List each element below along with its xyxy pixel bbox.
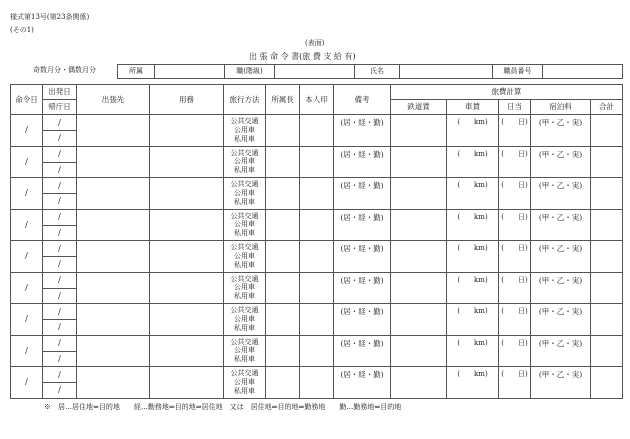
destination-cell[interactable] [77,335,150,367]
rail-cell[interactable] [391,272,447,304]
total-cell[interactable] [591,146,623,178]
total-cell[interactable] [591,178,623,210]
travel-option-private-car: 私用車 [234,166,255,175]
travel-option-public: 公共交通 [230,180,259,189]
travel-method-cell[interactable] [224,178,266,210]
self-seal-cell[interactable] [300,335,334,367]
remarks-cell[interactable]: (居・経・勤) [334,146,391,178]
table-row [11,178,623,194]
daily-cell[interactable]: ( 日) [499,241,531,273]
travel-method-cell[interactable] [224,304,266,336]
depart-date-cell[interactable]: / [43,304,77,320]
order-date-cell[interactable]: / [11,241,43,273]
return-date-cell[interactable]: / [43,131,77,147]
header-travel-method-text: 旅行方法 [229,94,260,104]
travel-method-cell[interactable] [224,335,266,367]
total-cell[interactable] [591,272,623,304]
destination-cell[interactable] [77,241,150,273]
remarks-cell[interactable]: (居・経・勤) [334,115,391,147]
dept-head-seal-cell[interactable] [266,146,300,178]
return-date-cell[interactable]: / [43,257,77,273]
depart-date-cell[interactable]: / [43,209,77,225]
travel-order-table [10,84,623,399]
travel-option-private-car: 私用車 [234,355,255,364]
purpose-cell[interactable] [150,241,224,273]
order-date-cell[interactable]: / [11,304,43,336]
depart-date-cell[interactable]: / [43,367,77,383]
destination-cell[interactable] [77,367,150,399]
depart-date-cell[interactable]: / [43,272,77,288]
form-part: (その1) [10,26,34,34]
destination-cell[interactable] [77,178,150,210]
position-label: 職(階級) [225,65,275,79]
header-rail: 鉄道賃 [391,100,447,115]
purpose-cell[interactable] [150,178,224,210]
travel-option-official-car: 公用車 [234,188,255,197]
travel-option-public: 公共交通 [230,337,259,346]
daily-cell[interactable]: ( 日) [499,367,531,399]
header-car: 車賃 [447,100,499,115]
travel-option-private-car: 私用車 [234,386,255,395]
depart-date-cell[interactable]: / [43,115,77,131]
destination-cell[interactable] [77,304,150,336]
daily-cell[interactable]: ( 日) [499,209,531,241]
header-return-date: 帰庁日 [43,100,77,115]
travel-option-official-car: 公用車 [234,283,255,292]
daily-cell[interactable]: ( 日) [499,304,531,336]
car-cell[interactable]: ( km) [447,178,499,210]
header-daily: 日当 [499,100,531,115]
depart-date-cell[interactable]: / [43,178,77,194]
order-date-cell[interactable]: / [11,146,43,178]
header-remarks: 備考 [334,85,391,115]
table-row [11,209,623,225]
travel-option-private-car: 私用車 [234,260,255,269]
purpose-cell[interactable] [150,335,224,367]
travel-option-official-car: 公用車 [234,346,255,355]
destination-cell[interactable] [77,272,150,304]
order-date-cell[interactable]: / [11,115,43,147]
name-label: 氏名 [355,65,400,79]
order-date-cell[interactable]: / [11,209,43,241]
total-cell[interactable] [591,367,623,399]
travel-option-private-car: 私用車 [234,323,255,332]
table-row [11,272,623,288]
purpose-cell[interactable] [150,367,224,399]
lodging-cell[interactable]: (甲・乙・実) [531,178,591,210]
dept-head-seal-cell[interactable] [266,335,300,367]
header-calc: 旅費計算 [391,85,623,100]
order-date-cell[interactable]: / [11,367,43,399]
rail-cell[interactable] [391,367,447,399]
form-number: 様式第13号(第23条関係) [10,13,90,21]
page-title: 出 張 命 令 書(旅 費 支 給 有) [249,52,356,61]
rail-cell[interactable] [391,146,447,178]
travel-option-public: 公共交通 [230,243,259,252]
travel-option-public: 公共交通 [230,211,259,220]
self-seal-cell[interactable] [300,367,334,399]
lodging-cell[interactable]: (甲・乙・実) [531,146,591,178]
month-type: 奇数月分・偶数月分 [33,66,96,74]
lodging-cell[interactable]: (甲・乙・実) [531,272,591,304]
travel-option-public: 公共交通 [230,369,259,378]
rail-cell[interactable] [391,178,447,210]
return-date-cell[interactable]: / [43,288,77,304]
lodging-cell[interactable]: (甲・乙・実) [531,304,591,336]
side-label: (表面) [305,39,325,47]
info-row-table [117,64,623,79]
rail-cell[interactable] [391,304,447,336]
travel-method-cell[interactable] [224,209,266,241]
remarks-cell[interactable]: (居・経・勤) [334,304,391,336]
table-row [11,146,623,162]
travel-option-private-car: 私用車 [234,197,255,206]
travel-option-public: 公共交通 [230,117,259,126]
purpose-cell[interactable] [150,272,224,304]
position-field[interactable] [275,65,355,79]
rail-cell[interactable] [391,115,447,147]
destination-cell[interactable] [77,115,150,147]
daily-cell[interactable]: ( 日) [499,335,531,367]
self-seal-cell[interactable] [300,146,334,178]
lodging-cell[interactable]: (甲・乙・実) [531,115,591,147]
header-total: 合計 [591,100,623,115]
self-seal-cell[interactable] [300,115,334,147]
remarks-cell[interactable]: (居・経・勤) [334,209,391,241]
travel-option-public: 公共交通 [230,148,259,157]
self-seal-cell[interactable] [300,178,334,210]
travel-option-public: 公共交通 [230,306,259,315]
return-date-cell[interactable]: / [43,351,77,367]
rail-cell[interactable] [391,335,447,367]
car-cell[interactable]: ( km) [447,146,499,178]
purpose-cell[interactable] [150,146,224,178]
travel-method-cell[interactable] [224,272,266,304]
total-cell[interactable] [591,304,623,336]
car-cell[interactable]: ( km) [447,335,499,367]
travel-method-cell[interactable] [224,115,266,147]
car-cell[interactable]: ( km) [447,272,499,304]
remarks-cell[interactable]: (居・経・勤) [334,335,391,367]
purpose-cell[interactable] [150,115,224,147]
travel-option-private-car: 私用車 [234,134,255,143]
table-row [11,335,623,351]
header-order-date: 命令日 [11,85,43,115]
remarks-cell[interactable]: (居・経・勤) [334,241,391,273]
travel-method-cell[interactable] [224,241,266,273]
return-date-cell[interactable]: / [43,225,77,241]
travel-option-private-car: 私用車 [234,229,255,238]
purpose-cell[interactable] [150,209,224,241]
dept-label: 所属 [118,65,155,79]
total-cell[interactable] [591,241,623,273]
depart-date-cell[interactable]: / [43,335,77,351]
self-seal-cell[interactable] [300,304,334,336]
travel-method-cell[interactable] [224,367,266,399]
header-dept-head: 所属長 [266,85,300,115]
travel-option-official-car: 公用車 [234,125,255,134]
header-depart-date: 出発日 [43,85,77,100]
travel-option-official-car: 公用車 [234,314,255,323]
travel-method-cell[interactable] [224,146,266,178]
travel-option-official-car: 公用車 [234,377,255,386]
staff-no-label: 職員番号 [493,65,543,79]
car-cell[interactable]: ( km) [447,241,499,273]
rail-cell[interactable] [391,241,447,273]
header-travel-method [224,85,266,115]
staff-no-field[interactable] [543,65,623,79]
return-date-cell[interactable]: / [43,194,77,210]
table-row [11,115,623,131]
return-date-cell[interactable]: / [43,383,77,399]
table-row [11,241,623,257]
car-cell[interactable]: ( km) [447,367,499,399]
lodging-cell[interactable]: (甲・乙・実) [531,335,591,367]
table-row [11,367,623,383]
return-date-cell[interactable]: / [43,320,77,336]
dept-head-seal-cell[interactable] [266,178,300,210]
lodging-cell[interactable]: (甲・乙・実) [531,367,591,399]
depart-date-cell[interactable]: / [43,146,77,162]
total-cell[interactable] [591,335,623,367]
remarks-cell[interactable]: (居・経・勤) [334,272,391,304]
header-self-seal: 本人印 [300,85,334,115]
car-cell[interactable]: ( km) [447,304,499,336]
self-seal-cell[interactable] [300,272,334,304]
dept-head-seal-cell[interactable] [266,367,300,399]
travel-option-official-car: 公用車 [234,220,255,229]
name-field[interactable] [400,65,493,79]
daily-cell[interactable]: ( 日) [499,272,531,304]
dept-head-seal-cell[interactable] [266,115,300,147]
dept-head-seal-cell[interactable] [266,209,300,241]
order-date-cell[interactable]: / [11,178,43,210]
dept-head-seal-cell[interactable] [266,241,300,273]
return-date-cell[interactable]: / [43,162,77,178]
remarks-cell[interactable]: (居・経・勤) [334,178,391,210]
daily-cell[interactable]: ( 日) [499,115,531,147]
dept-head-seal-cell[interactable] [266,272,300,304]
order-date-cell[interactable]: / [11,272,43,304]
self-seal-cell[interactable] [300,209,334,241]
destination-cell[interactable] [77,146,150,178]
lodging-cell[interactable]: (甲・乙・実) [531,241,591,273]
header-lodging: 宿泊料 [531,100,591,115]
daily-cell[interactable]: ( 日) [499,146,531,178]
destination-cell[interactable] [77,209,150,241]
header-destination: 出張先 [77,85,150,115]
travel-option-public: 公共交通 [230,274,259,283]
car-cell[interactable]: ( km) [447,115,499,147]
table-row [11,304,623,320]
travel-option-official-car: 公用車 [234,157,255,166]
rail-cell[interactable] [391,209,447,241]
depart-date-cell[interactable]: / [43,241,77,257]
header-purpose: 用務 [150,85,224,115]
total-cell[interactable] [591,209,623,241]
car-cell[interactable]: ( km) [447,209,499,241]
dept-field[interactable] [155,65,225,79]
lodging-cell[interactable]: (甲・乙・実) [531,209,591,241]
total-cell[interactable] [591,115,623,147]
order-date-cell[interactable]: / [11,335,43,367]
self-seal-cell[interactable] [300,241,334,273]
daily-cell[interactable]: ( 日) [499,178,531,210]
travel-option-private-car: 私用車 [234,292,255,301]
remarks-cell[interactable]: (居・経・勤) [334,367,391,399]
travel-option-official-car: 公用車 [234,251,255,260]
purpose-cell[interactable] [150,304,224,336]
dept-head-seal-cell[interactable] [266,304,300,336]
footnote: ※ 居…居住地⇔目的地 経…勤務地⇒目的地⇒居住地 又は 居住地⇒目的地⇒勤務地 勤…勤務地⇔目的地 [44,403,402,411]
